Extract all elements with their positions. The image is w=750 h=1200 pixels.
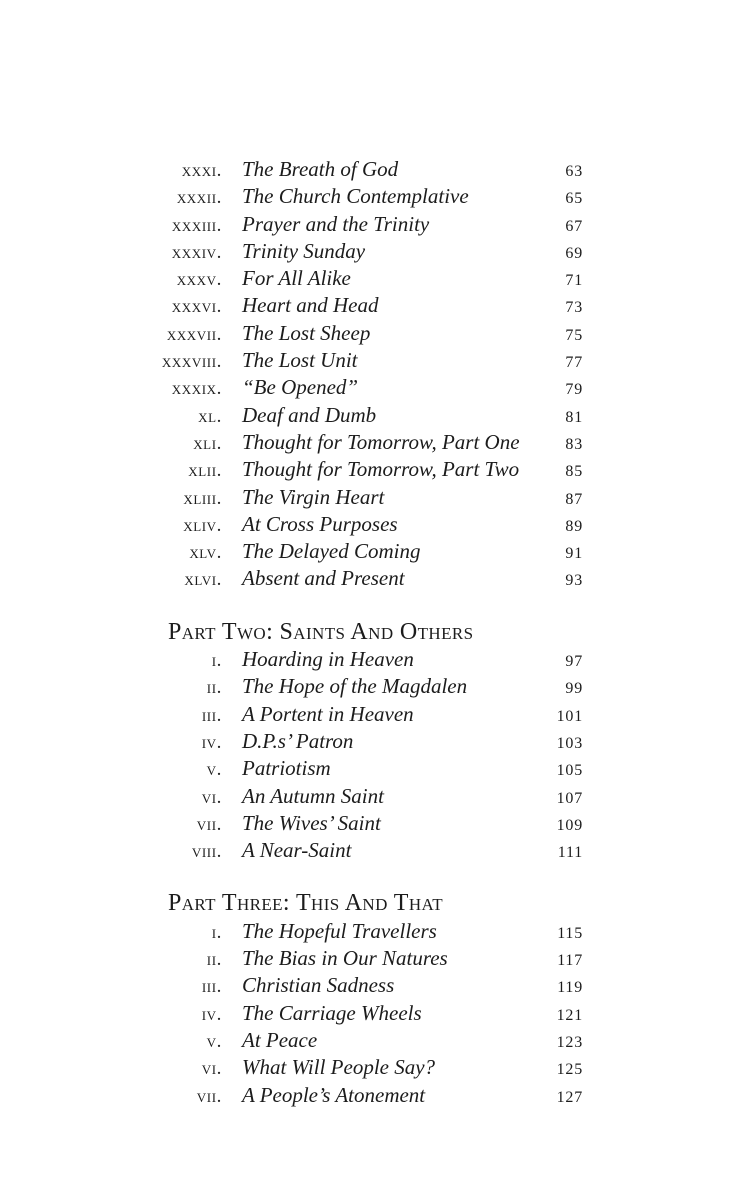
chapter-numeral: vii. [196, 1085, 222, 1107]
toc-entry [145, 538, 583, 565]
page-number: 89 [565, 517, 583, 535]
toc-entry [145, 918, 583, 945]
chapter-title: The Lost Unit [242, 348, 358, 373]
chapter-numeral: xlvi. [184, 569, 222, 591]
chapter-title: The Carriage Wheels [242, 1000, 422, 1025]
chapter-title: An Autumn Saint [242, 783, 384, 808]
page-number: 93 [565, 572, 583, 590]
page-number: 125 [556, 1061, 583, 1079]
chapter-numeral: xlv. [189, 542, 222, 564]
chapter-numeral: vi. [201, 1058, 222, 1080]
table-of-contents [145, 156, 583, 1109]
toc-entry [145, 783, 583, 810]
chapter-numeral: iv. [201, 731, 222, 753]
toc-entry [145, 565, 583, 592]
toc-entry [145, 1082, 583, 1109]
toc-entry [145, 402, 583, 429]
toc-entry [145, 265, 583, 292]
page-number: 99 [565, 680, 583, 698]
chapter-numeral: ii. [206, 677, 222, 699]
chapter-title: The Delayed Coming [242, 539, 421, 564]
toc-entry [145, 238, 583, 265]
toc-section [145, 156, 583, 593]
page-number: 79 [565, 381, 583, 399]
chapter-title: A People’s Atonement [242, 1082, 426, 1107]
page-number: 123 [556, 1033, 583, 1051]
chapter-title: A Near-Saint [242, 838, 352, 863]
toc-entry [145, 183, 583, 210]
page-number: 101 [556, 707, 583, 725]
page-number: 103 [556, 734, 583, 752]
toc-entry [145, 429, 583, 456]
chapter-numeral: vi. [201, 786, 222, 808]
chapter-title: Thought for Tomorrow, Part Two [242, 457, 520, 482]
toc-entry [145, 945, 583, 972]
page-number: 109 [556, 816, 583, 834]
toc-entry [145, 701, 583, 728]
toc-entry [145, 837, 583, 864]
chapter-title: What Will People Say? [242, 1055, 436, 1080]
chapter-title: Trinity Sunday [242, 238, 366, 263]
chapter-title: Absent and Present [242, 566, 405, 591]
toc-entry [145, 320, 583, 347]
chapter-title: The Lost Sheep [242, 320, 371, 345]
chapter-title: The Bias in Our Natures [242, 946, 448, 971]
page-number: 111 [557, 844, 583, 862]
chapter-title: At Peace [242, 1027, 318, 1052]
chapter-numeral: xxxviii. [161, 351, 222, 373]
toc-entry [145, 511, 583, 538]
chapter-numeral: xxxiv. [171, 241, 222, 263]
page-number: 63 [565, 163, 583, 180]
page-number: 71 [565, 272, 583, 290]
chapter-numeral: xxxvii. [166, 323, 222, 345]
toc-entry [145, 728, 583, 755]
page-number: 119 [557, 979, 583, 997]
chapter-numeral: vii. [196, 813, 222, 835]
page-number: 65 [565, 190, 583, 208]
chapter-title: Heart and Head [242, 293, 379, 318]
page-number: 75 [565, 326, 583, 344]
chapter-numeral: iii. [201, 704, 222, 726]
toc-section [145, 619, 583, 865]
toc-entry [145, 1000, 583, 1027]
page-number: 67 [565, 217, 583, 235]
page-number: 127 [556, 1088, 583, 1106]
chapter-title: Prayer and the Trinity [242, 211, 430, 236]
chapter-numeral: v. [206, 1030, 222, 1052]
chapter-title: For All Alike [242, 266, 351, 291]
page-number: 85 [565, 463, 583, 481]
page-number: 83 [565, 435, 583, 453]
chapter-title: The Breath of God [242, 157, 399, 181]
page-number: 81 [565, 408, 583, 426]
chapter-numeral: xxxi. [181, 160, 222, 181]
page-number: 121 [556, 1006, 583, 1024]
toc-entry [145, 810, 583, 837]
toc-entry [145, 292, 583, 319]
toc-entry [145, 374, 583, 401]
chapter-title: Thought for Tomorrow, Part One [242, 429, 520, 454]
toc-entry [145, 1027, 583, 1054]
page-number: 105 [556, 762, 583, 780]
chapter-title: Hoarding in Heaven [242, 647, 414, 672]
toc-entry [145, 755, 583, 782]
toc-entry [145, 673, 583, 700]
chapter-title: The Hope of the Magdalen [242, 674, 468, 699]
chapter-title: D.P.s’ Patron [242, 728, 354, 753]
chapter-numeral: iv. [201, 1003, 222, 1025]
page-number: 73 [565, 299, 583, 317]
chapter-numeral: xxxii. [176, 187, 222, 209]
chapter-numeral: i. [211, 921, 222, 943]
part-header: Part Three: This And That [168, 890, 444, 917]
toc-entry [145, 156, 583, 183]
chapter-numeral: i. [211, 650, 222, 672]
chapter-numeral: iii. [201, 976, 222, 998]
page-number: 115 [557, 924, 583, 942]
toc-entry [145, 347, 583, 374]
chapter-title: The Wives’ Saint [242, 810, 381, 835]
chapter-title: A Portent in Heaven [242, 701, 414, 726]
chapter-numeral: xlii. [188, 460, 222, 482]
chapter-numeral: xliii. [183, 487, 222, 509]
page-number: 117 [557, 952, 583, 970]
chapter-title: The Hopeful Travellers [242, 918, 437, 943]
chapter-title: Christian Sadness [242, 973, 395, 998]
page-number: 69 [565, 244, 583, 262]
toc-entry [145, 456, 583, 483]
chapter-numeral: xxxvi. [171, 296, 222, 318]
chapter-title: “Be Opened” [242, 375, 359, 400]
toc-entry [145, 646, 583, 673]
chapter-title: The Virgin Heart [242, 484, 385, 509]
toc-entry [145, 972, 583, 999]
chapter-numeral: xliv. [183, 514, 222, 536]
part-header: Part Two: Saints And Others [168, 618, 474, 645]
chapter-numeral: xxxix. [171, 378, 222, 400]
chapter-numeral: xl. [198, 405, 222, 427]
chapter-numeral: xli. [193, 432, 222, 454]
toc-entry [145, 211, 583, 238]
chapter-numeral: v. [206, 759, 222, 781]
chapter-numeral: viii. [191, 841, 222, 863]
chapter-title: The Church Contemplative [242, 184, 469, 209]
chapter-numeral: xxxv. [176, 269, 222, 291]
page-number: 91 [565, 545, 583, 563]
chapter-numeral: xxxiii. [171, 214, 222, 236]
toc-entry [145, 1054, 583, 1081]
chapter-title: Deaf and Dumb [242, 402, 377, 427]
chapter-title: At Cross Purposes [242, 511, 398, 536]
chapter-title: Patriotism [242, 756, 331, 781]
toc-entry [145, 484, 583, 511]
page-number: 97 [565, 653, 583, 671]
page-number: 77 [565, 354, 583, 372]
chapter-numeral: ii. [206, 949, 222, 971]
toc-section [145, 890, 583, 1108]
page-number: 107 [556, 789, 583, 807]
page-number: 87 [565, 490, 583, 508]
